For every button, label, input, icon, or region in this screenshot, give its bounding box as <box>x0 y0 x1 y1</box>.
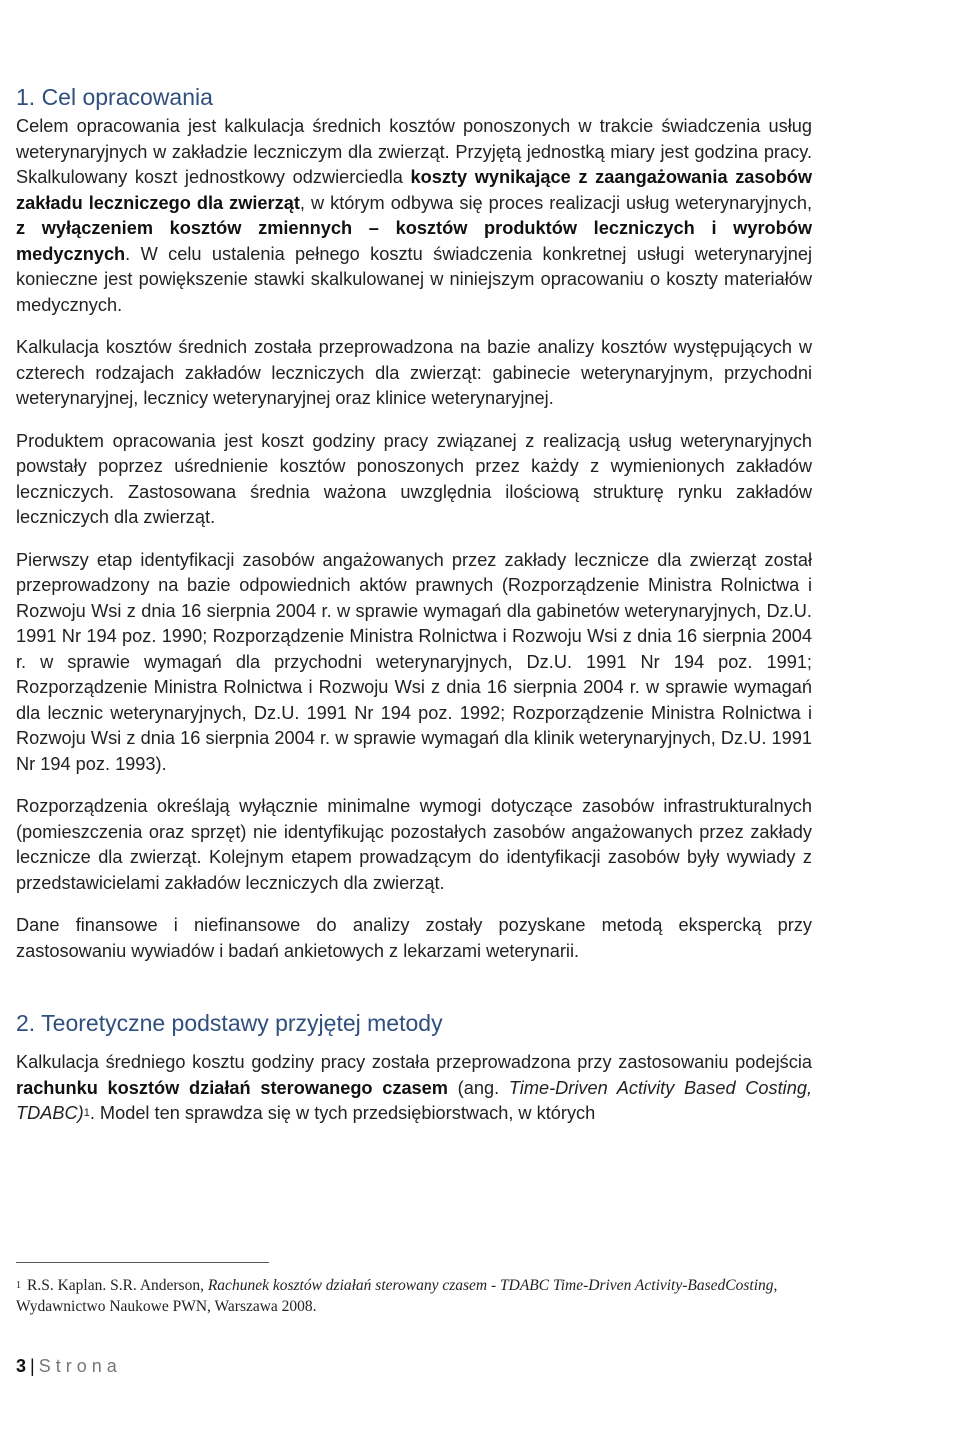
bold-run: koszty wynikające z zaangażowania zasobów zakładu leczniczego dla zwierząt <box>16 167 812 213</box>
section-2-paragraph-1 <box>16 1050 812 1127</box>
footnote-reference[interactable]: 1 <box>83 1107 90 1119</box>
section-1-paragraph-6: Dane finansowe i niefinansowe do analizy zostały pozyskane metodą ekspercką przy zastosowaniu wywiadów i badań ankietowych z lekarzami weterynarii. <box>16 915 812 961</box>
footnote-publisher: , Wydawnictwo Naukowe PWN, Warszawa 2008. <box>16 1277 778 1315</box>
text-run: Celem opracowania jest kalkulacja średnich kosztów ponoszonych w trakcie świadczenia usług weterynaryjnych w zakładzie leczniczym dla zwierząt. Przyjętą jednostką miary jest godzina pracy. Skalkulowany koszt jednostkowy odzwierciedla <box>16 116 812 187</box>
section-2-heading: 2. Teoretyczne podstawy przyjętej metody <box>16 1010 443 1036</box>
section-1-paragraph-2: Kalkulacja kosztów średnich została przeprowadzona na bazie analizy kosztów występujących w czterech rodzajach zakładów leczniczych dla zwierząt: gabinecie weterynaryjnym, przychodni weterynaryjnej, lecznicy weterynaryjnej oraz klinice weterynaryjnej. <box>16 337 812 408</box>
bold-run: z wyłączeniem kosztów zmiennych – kosztów produktów leczniczych i wyrobów medycznych <box>16 218 812 264</box>
page-number-separator: | <box>30 1356 35 1376</box>
page-number-label: Strona <box>38 1356 122 1376</box>
footnote-mark: 1 <box>16 1280 21 1291</box>
footnote-title: Rachunek kosztów działań sterowany czasem - TDABC Time-Driven Activity-BasedCosting <box>207 1277 774 1294</box>
page-number <box>16 1354 122 1378</box>
text-run: Kalkulacja średniego kosztu godziny pracy została przeprowadzona przy zastosowaniu podejścia <box>16 1052 812 1072</box>
text-run: . W celu ustalenia pełnego kosztu świadczenia konkretnej usługi weterynaryjnej konieczne jest powiększenie stawki skalkulowanej w niniejszym opracowaniu o koszty materiałów medycznych. <box>16 243 812 315</box>
footnote <box>16 1275 806 1317</box>
text-run: . Model ten sprawdza się w tych przedsiębiorstwach, w których <box>89 1103 596 1123</box>
section-1-paragraph-3: Produktem opracowania jest koszt godziny pracy związanej z realizacją usług weterynaryjnych powstały poprzez uśrednienie kosztów ponoszonych przez każdy z wymienionych zakładów leczniczych. Zastosowana średnia ważona uwzględnia ilościową strukturę rynku zakładów leczniczych dla zwierząt. <box>16 430 812 527</box>
text-run: , w którym odbywa się proces realizacji usług weterynaryjnych, <box>299 192 812 213</box>
section-1-heading: 1. Cel opracowania <box>16 84 213 110</box>
bold-run: rachunku kosztów działań sterowanego czasem <box>16 1077 448 1098</box>
footnote-separator <box>16 1262 269 1263</box>
section-1-paragraph-4: Pierwszy etap identyfikacji zasobów angażowanych przez zakłady lecznicze dla zwierząt został przeprowadzony na bazie odpowiednich aktów prawnych (Rozporządzenie Ministra Rolnictwa i Rozwoju Wsi z dnia 16 sierpnia 2004 r. w sprawie wymagań dla gabinetów weterynaryjnych, Dz.U. 1991 Nr 194 poz. 1990; Rozporządzenie Ministra Rolnictwa i Rozwoju Wsi z dnia 16 sierpnia 2004 r. w sprawie wymagań dla przychodni weterynaryjnych, Dz.U. 1991 Nr 194 poz. 1991; Rozporządzenie Ministra Rolnictwa i Rozwoju Wsi z dnia 16 sierpnia 2004 r. w sprawie wymagań dla lecznic weterynaryjnych, Dz.U. 1991 Nr 194 poz. 1992; Rozporządzenie Ministra Rolnictwa i Rozwoju Wsi z dnia 16 sierpnia 2004 r. w sprawie wymagań dla klinik weterynaryjnych, Dz.U. 1991 Nr 194 poz. 1993). <box>16 549 812 774</box>
italic-run: Time-Driven Activity Based Costing, TDABC) <box>16 1077 813 1123</box>
footnote-text: R.S. Kaplan. S.R. Anderson, <box>27 1277 208 1294</box>
section-1-paragraph-5: Rozporządzenia określają wyłącznie minimalne wymogi dotyczące zasobów infrastrukturalnych (pomieszczenia oraz sprzęt) nie identyfikując pozostałych zasobów angażowanych przez zakłady lecznicze dla zwierząt. Kolejnym etapem prowadzącym do identyfikacji zasobów były wywiady z przedstawicielami zakładów leczniczych dla zwierząt. <box>16 796 812 893</box>
page-number-value: 3 <box>16 1356 27 1376</box>
section-1-paragraph-1 <box>16 114 812 318</box>
text-run: (ang. <box>447 1077 509 1098</box>
